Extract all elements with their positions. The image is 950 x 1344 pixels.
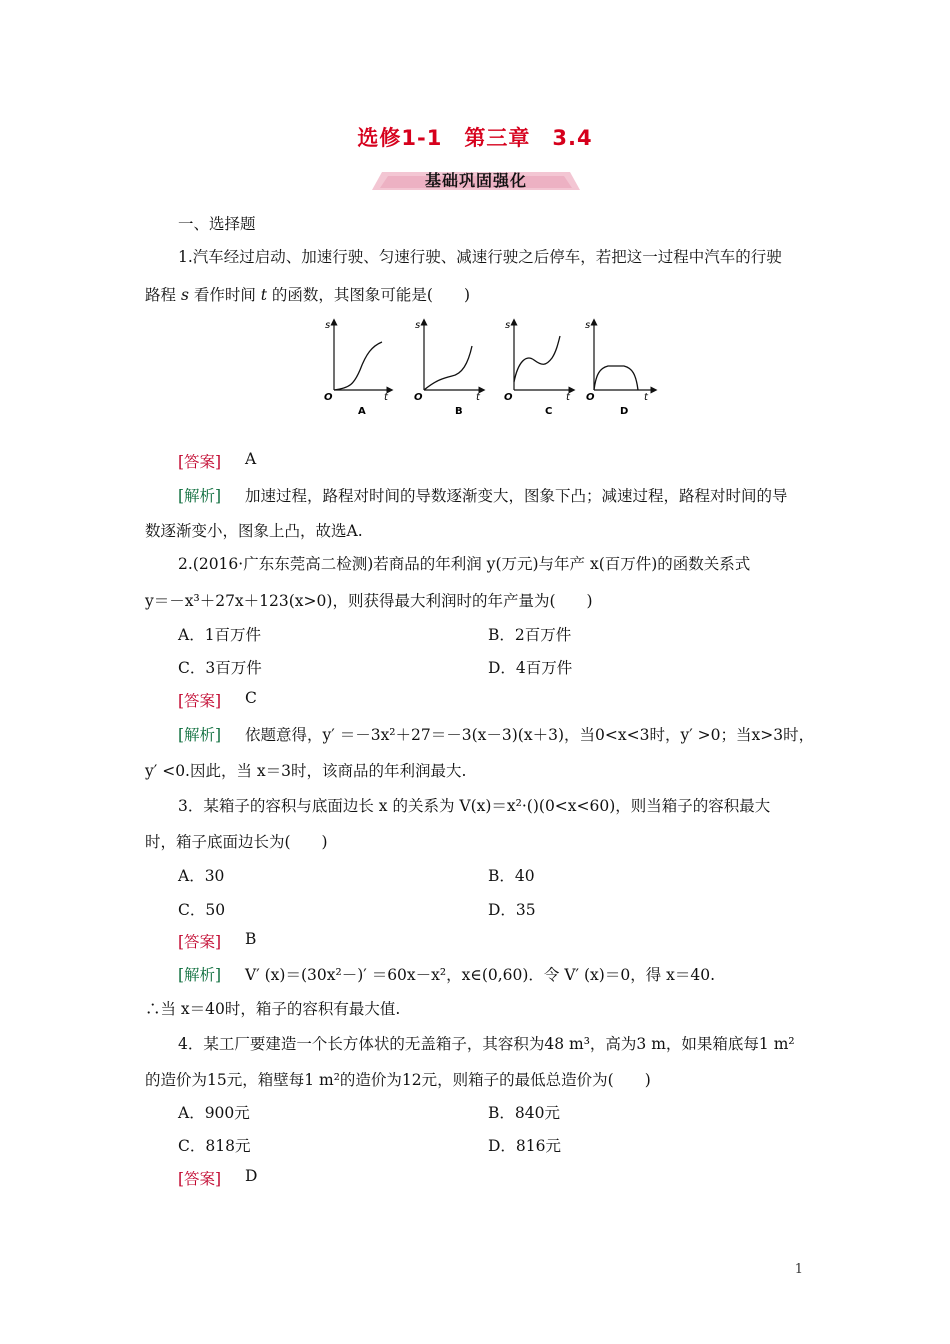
graph-a-xlabel: t xyxy=(384,392,388,403)
section-heading: 一、选择题 xyxy=(178,215,256,233)
graph-c xyxy=(504,320,572,417)
q1-analysis-tag: [解析] xyxy=(178,487,222,505)
graph-b-letter: B xyxy=(455,406,463,417)
graph-d-ylabel: s xyxy=(585,320,591,331)
q3-analysis-tag: [解析] xyxy=(178,966,222,984)
q3-line2: 时，箱子底面边长为( ) xyxy=(145,833,328,851)
q4-line1: 4．某工厂要建造一个长方体状的无盖箱子，其容积为48 m³，高为3 m，如果箱底每1 m² xyxy=(178,1035,795,1053)
q1-graphs xyxy=(320,318,660,418)
q4-line2: 的造价为15元，箱壁每1 m²的造价为12元，则箱子的最低总造价为( ) xyxy=(145,1071,651,1089)
q2-option-d: D．4百万件 xyxy=(488,659,573,677)
q3-option-a: A．30 xyxy=(178,867,225,885)
q4-option-d: D．816元 xyxy=(488,1137,562,1155)
q2-analysis-line2: y′ <0.因此，当 x＝3时，该商品的年利润最大. xyxy=(145,762,467,780)
graph-a-origin: O xyxy=(324,392,333,403)
graph-d-letter: D xyxy=(620,406,629,417)
q3-answer: B xyxy=(245,930,257,948)
graph-b-xlabel: t xyxy=(476,392,480,403)
q1-analysis-line1: 加速过程，路程对时间的导数逐渐变大，图象下凸；减速过程，路程对时间的导 xyxy=(245,487,788,505)
graph-c-letter: C xyxy=(545,406,553,417)
q1-answer: A xyxy=(245,450,257,468)
q3-analysis-line2: ∴当 x＝40时，箱子的容积有最大值. xyxy=(145,1000,401,1018)
graph-b xyxy=(414,320,482,417)
graph-c-origin: O xyxy=(504,392,513,403)
q2-answer-tag: [答案] xyxy=(178,692,222,710)
q2-line2: y＝－x³＋27x＋123(x>0)，则获得最大利润时的年产量为( ) xyxy=(145,592,593,610)
q4-option-c: C．818元 xyxy=(178,1137,251,1155)
page-title: 选修1-1 第三章 3.4 xyxy=(357,126,593,150)
q2-line1: 2.(2016·广东东莞高二检测)若商品的年利润 y(万元)与年产 x(百万件)的函数关系式 xyxy=(178,555,751,573)
q3-answer-tag: [答案] xyxy=(178,933,222,951)
graph-d xyxy=(585,320,654,417)
graph-c-ylabel: s xyxy=(505,320,511,331)
graph-b-ylabel: s xyxy=(415,320,421,331)
q1-line1: 1.汽车经过启动、加速行驶、匀速行驶、减速行驶之后停车，若把这一过程中汽车的行驶 xyxy=(178,248,782,266)
graph-d-xlabel: t xyxy=(644,392,648,403)
page-number: 1 xyxy=(794,1262,803,1277)
q4-option-b: B．840元 xyxy=(488,1104,560,1122)
q2-analysis-tag: [解析] xyxy=(178,726,222,744)
q2-analysis-line1: 依题意得，y′ ＝－3x²＋27＝－3(x－3)(x＋3)，当0<x<3时，y′ >0；当x>3时， xyxy=(245,726,815,744)
q3-option-d: D．35 xyxy=(488,901,536,919)
banner-title: 基础巩固强化 xyxy=(424,171,527,190)
q3-line1: 3．某箱子的容积与底面边长 x 的关系为 V(x)＝x²·()(0<x<60)，则当箱子的容积最大 xyxy=(178,797,771,815)
q2-option-b: B．2百万件 xyxy=(488,626,572,644)
q2-answer: C xyxy=(245,689,257,707)
q1-analysis-line2: 数逐渐变小，图象上凸，故选A. xyxy=(145,522,363,540)
q2-option-c: C．3百万件 xyxy=(178,659,262,677)
q3-analysis-line1: V′ (x)＝(30x²－)′ ＝60x－x²，x∈(0,60)．令 V′ (x)＝0，得 x＝40. xyxy=(245,966,716,984)
graph-b-origin: O xyxy=(414,392,423,403)
graph-a xyxy=(324,320,390,417)
q4-option-a: A．900元 xyxy=(178,1104,250,1122)
q4-answer: D xyxy=(245,1167,258,1185)
q1-line2: 路程 s 看作时间 t 的函数，其图象可能是( ) xyxy=(145,286,471,304)
graph-d-origin: O xyxy=(586,392,595,403)
q3-option-b: B．40 xyxy=(488,867,535,885)
q3-option-c: C．50 xyxy=(178,901,226,919)
graph-a-ylabel: s xyxy=(325,320,331,331)
q1-answer-tag: [答案] xyxy=(178,453,222,471)
graph-c-xlabel: t xyxy=(566,392,570,403)
q4-answer-tag: [答案] xyxy=(178,1170,222,1188)
graph-a-letter: A xyxy=(358,406,366,417)
q2-option-a: A．1百万件 xyxy=(178,626,262,644)
